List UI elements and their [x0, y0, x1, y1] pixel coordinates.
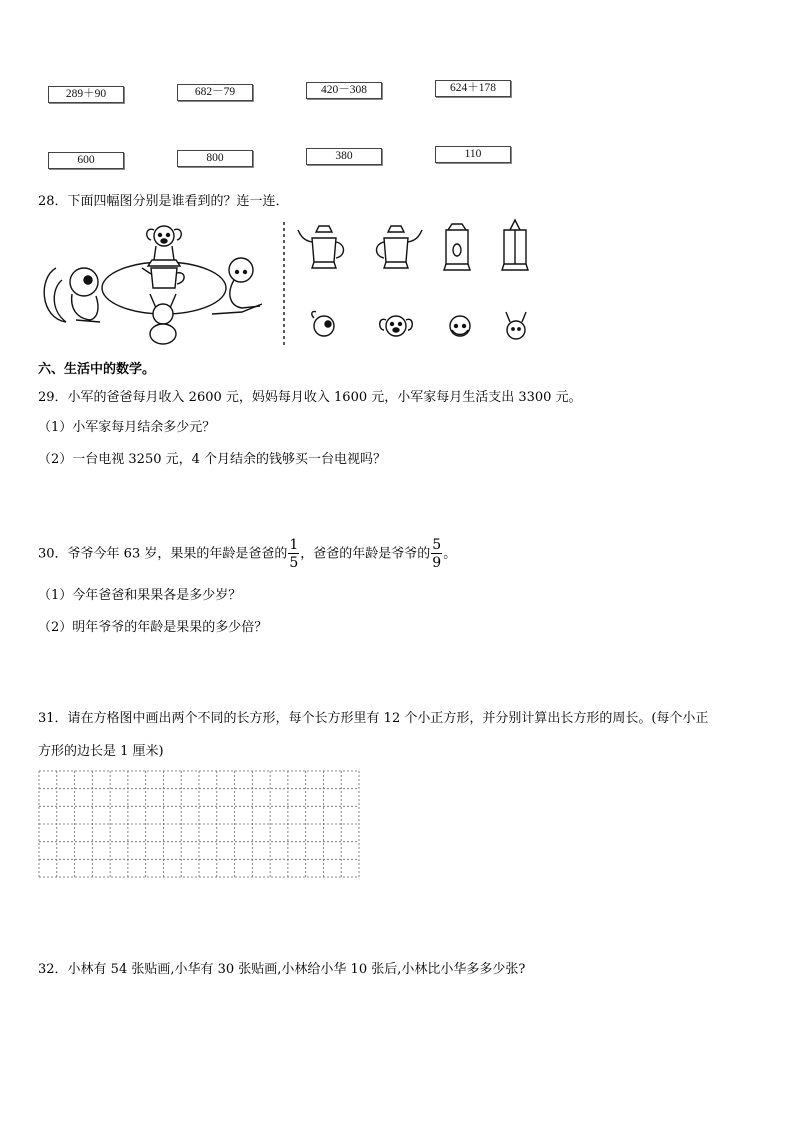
square-grid — [38, 770, 360, 878]
match-box-top-2: 682－79 — [177, 84, 253, 101]
question-29-part-1: （1）小军家每月结余多少元？ — [38, 420, 216, 435]
question-29: 29．小军的爸爸每月收入 2600 元，妈妈每月收入 1600 元，小军家每月生活支出 3300 元。 — [38, 390, 582, 405]
match-box-top-4: 624＋178 — [435, 80, 511, 97]
dog-figure — [147, 226, 182, 260]
teapot-view-2 — [377, 226, 423, 268]
match-box-bottom-4: 110 — [435, 146, 511, 163]
question-29-part-2: （2）一台电视 3250 元，4 个月结余的钱够买一台电视吗？ — [38, 452, 387, 467]
question-30-part-2: （2）明年爷爷的年龄是果果的多少倍？ — [38, 620, 268, 635]
match-box-top-1: 289＋90 — [48, 86, 124, 103]
rabbit-face — [506, 312, 526, 339]
question-32: 32．小林有 54 张贴画,小华有 30 张贴画,小林给小华 10 张后,小林比小华多多少张? — [38, 962, 526, 977]
squirrel-figure — [44, 268, 100, 322]
match-box-top-3: 420－308 — [306, 82, 382, 99]
q28-illustration — [36, 218, 536, 350]
question-30-text-b: ，爸爸的年龄是爷爷的 — [300, 546, 431, 562]
question-30-text-c: 。 — [443, 546, 457, 562]
question-31-line-1: 31．请在方格图中画出两个不同的长方形，每个长方形里有 12 个小正方形，并分别计算出长方形的周长。(每个小正 — [38, 711, 709, 726]
teapot-view-3 — [444, 224, 470, 270]
dog-face — [380, 316, 413, 336]
squirrel-face — [312, 311, 334, 336]
monkey-face — [450, 316, 470, 336]
question-28: 28．下面四幅图分别是谁看到的？连一连． — [38, 194, 289, 209]
fraction-five-ninths: $\frac{5}{9}$ — [432, 537, 442, 571]
question-30 — [38, 538, 456, 570]
match-box-bottom-2: 800 — [177, 150, 253, 167]
teapot-view-1 — [298, 226, 344, 268]
question-30-text-a: 30．爷爷今年 63 岁，果果的年龄是爸爸的 — [38, 546, 288, 562]
match-box-bottom-1: 600 — [48, 152, 124, 169]
teapot-view-4 — [502, 220, 528, 270]
question-30-part-1: （1）今年爸爸和果果各是多少岁？ — [38, 588, 242, 603]
question-31-line-2: 方形的边长是 1 厘米) — [38, 744, 164, 759]
section-6-title: 六、生活中的数学。 — [38, 362, 156, 377]
fraction-one-fifth: $\frac{1}{5}$ — [289, 537, 299, 571]
match-box-bottom-3: 380 — [306, 148, 382, 165]
